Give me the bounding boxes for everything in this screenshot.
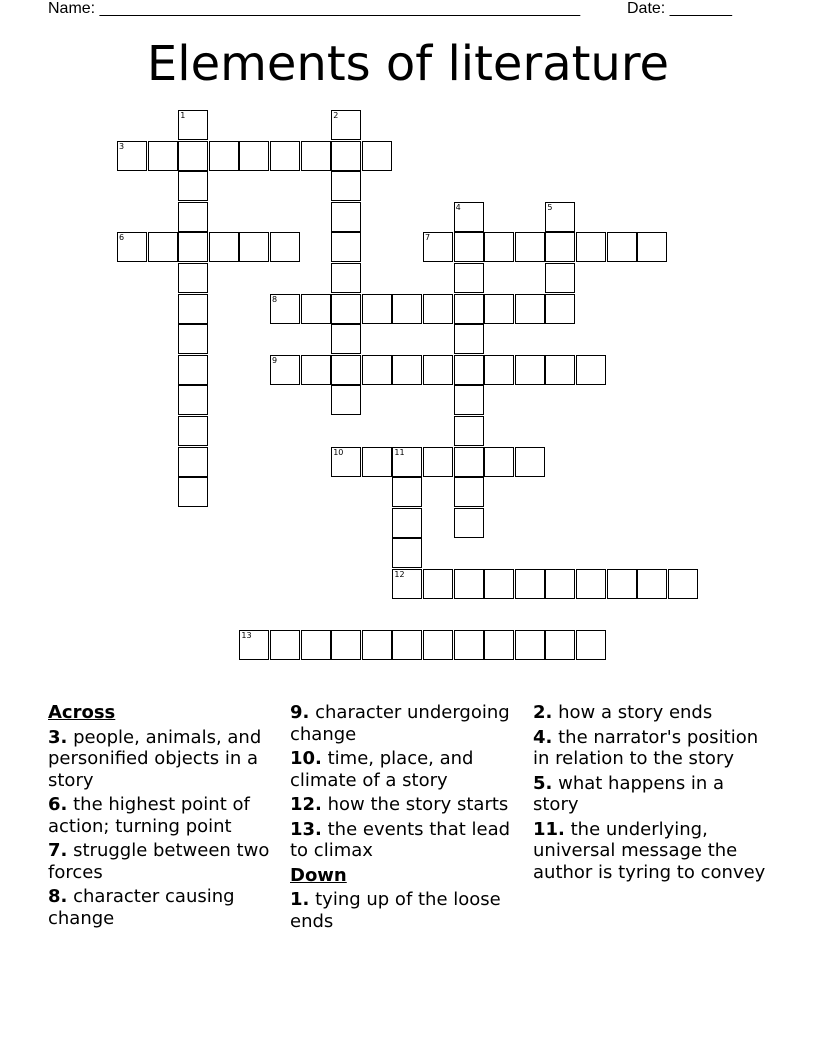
crossword-cell[interactable] <box>117 141 147 171</box>
crossword-cell[interactable] <box>392 538 422 568</box>
clue-number-label: 7. <box>48 840 68 861</box>
crossword-cell[interactable] <box>209 141 239 171</box>
clue-number: 6 <box>119 233 125 243</box>
crossword-cell[interactable] <box>392 477 422 507</box>
clue-text: people, animals, and personified objects in a story <box>48 726 262 791</box>
clue-number-label: 4. <box>533 726 553 748</box>
crossword-cell[interactable] <box>515 569 545 599</box>
crossword-cell[interactable] <box>545 202 575 232</box>
crossword-cell[interactable] <box>515 232 545 262</box>
crossword-cell[interactable] <box>607 569 637 599</box>
crossword-cell[interactable] <box>362 141 392 171</box>
clue-text: how the story starts <box>327 794 509 815</box>
clue-item <box>290 748 526 791</box>
clue-number-label: 12. <box>290 794 322 815</box>
crossword-cell[interactable] <box>178 263 208 293</box>
crossword-cell[interactable] <box>362 447 392 477</box>
crossword-cell[interactable] <box>454 477 484 507</box>
clue-number-label: 9. <box>290 702 310 723</box>
crossword-cell[interactable] <box>178 447 208 477</box>
clue-number: 1 <box>180 111 186 120</box>
crossword-cell[interactable] <box>423 630 453 660</box>
crossword-cell[interactable] <box>178 324 208 354</box>
clue-item <box>290 794 526 816</box>
crossword-cell[interactable] <box>484 569 514 599</box>
crossword-cell[interactable] <box>331 110 361 140</box>
clue-number: 10 <box>333 447 344 457</box>
clue-item <box>290 819 526 862</box>
clue-item <box>533 702 769 724</box>
crossword-cell[interactable] <box>331 232 361 262</box>
crossword-cell[interactable] <box>331 263 361 293</box>
clue-number-label: 1. <box>290 889 310 910</box>
clue-number: 12 <box>394 570 405 579</box>
name-field-label: Name: ______________________________________________________ <box>48 0 581 17</box>
crossword-cell[interactable] <box>301 141 331 171</box>
clue-text: how a story ends <box>558 702 713 723</box>
clue-item <box>533 773 769 816</box>
clue-text: tying up of the loose ends <box>290 889 501 932</box>
crossword-cell[interactable] <box>545 569 575 599</box>
crossword-cell[interactable] <box>148 141 178 171</box>
crossword-cell[interactable] <box>331 324 361 354</box>
crossword-cell[interactable] <box>576 569 606 599</box>
crossword-cell[interactable] <box>515 630 545 660</box>
crossword-cell[interactable] <box>423 447 453 477</box>
crossword-cell[interactable] <box>362 294 392 324</box>
crossword-cell[interactable] <box>423 569 453 599</box>
clue-number-label: 11. <box>533 818 565 840</box>
crossword-cell[interactable] <box>270 355 300 385</box>
clue-text: time, place, and climate of a story <box>290 748 474 791</box>
crossword-cell[interactable] <box>545 355 575 385</box>
crossword-cell[interactable] <box>331 385 361 415</box>
crossword-cell[interactable] <box>331 630 361 660</box>
section-heading: Down <box>290 864 347 886</box>
crossword-cell[interactable] <box>576 630 606 660</box>
crossword-cell[interactable] <box>545 630 575 660</box>
crossword-cell[interactable] <box>545 232 575 262</box>
crossword-cell[interactable] <box>454 385 484 415</box>
clue-number-label: 13. <box>290 818 322 840</box>
crossword-cell[interactable] <box>545 263 575 293</box>
crossword-cell[interactable] <box>270 294 300 324</box>
crossword-cell[interactable] <box>454 263 484 293</box>
page-title: Elements of literature <box>146 36 670 92</box>
crossword-cell[interactable] <box>423 294 453 324</box>
crossword-cell[interactable] <box>392 447 422 477</box>
clue-number-label: 5. <box>533 772 553 794</box>
crossword-cell[interactable] <box>484 447 514 477</box>
crossword-cell[interactable] <box>331 202 361 232</box>
crossword-cell[interactable] <box>209 232 239 262</box>
crossword-cell[interactable] <box>362 630 392 660</box>
clue-item <box>533 727 769 770</box>
clue-item <box>48 794 284 837</box>
clue-text: what happens in a story <box>533 772 725 815</box>
crossword-cell[interactable] <box>178 110 208 140</box>
date-field-label: Date: _______ <box>627 0 732 17</box>
crossword-cell[interactable] <box>178 141 208 171</box>
crossword-cell[interactable] <box>239 141 269 171</box>
clue-item <box>533 819 769 884</box>
clue-text: the underlying, universal message the author is tyring to convey <box>533 818 766 883</box>
crossword-cell[interactable] <box>270 141 300 171</box>
crossword-cell[interactable] <box>607 232 637 262</box>
clue-number: 8 <box>272 294 278 304</box>
crossword-cell[interactable] <box>484 294 514 324</box>
crossword-cell[interactable] <box>484 630 514 660</box>
crossword-cell[interactable] <box>270 630 300 660</box>
clue-number: 7 <box>425 233 431 243</box>
crossword-cell[interactable] <box>392 508 422 538</box>
crossword-cell[interactable] <box>331 447 361 477</box>
crossword-cell[interactable] <box>178 202 208 232</box>
crossword-cell[interactable] <box>331 171 361 201</box>
crossword-cell[interactable] <box>392 569 422 599</box>
crossword-cell[interactable] <box>178 416 208 446</box>
section-heading: Across <box>48 702 116 723</box>
crossword-cell[interactable] <box>454 294 484 324</box>
clue-number: 3 <box>119 141 125 151</box>
clue-number-label: 8. <box>48 886 68 907</box>
crossword-cell[interactable] <box>178 355 208 385</box>
crossword-cell[interactable] <box>484 355 514 385</box>
crossword-cell[interactable] <box>301 294 331 324</box>
clue-number-label: 10. <box>290 748 322 769</box>
crossword-cell[interactable] <box>637 569 667 599</box>
clue-column-2 <box>290 702 526 935</box>
clue-number: 2 <box>333 111 339 120</box>
crossword-cell[interactable] <box>576 355 606 385</box>
crossword-cell[interactable] <box>392 294 422 324</box>
crossword-cell[interactable] <box>454 202 484 232</box>
crossword-cell[interactable] <box>423 232 453 262</box>
crossword-cell[interactable] <box>331 294 361 324</box>
crossword-cell[interactable] <box>239 232 269 262</box>
crossword-cell[interactable] <box>515 355 545 385</box>
crossword-cell[interactable] <box>637 232 667 262</box>
crossword-cell[interactable] <box>178 385 208 415</box>
clue-column-3 <box>533 702 769 886</box>
clue-item <box>290 889 526 932</box>
clue-text: the events that lead to climax <box>290 818 511 861</box>
crossword-cell[interactable] <box>362 355 392 385</box>
clue-text: character causing change <box>48 886 235 929</box>
crossword-cell[interactable] <box>392 630 422 660</box>
crossword-cell[interactable] <box>668 569 698 599</box>
clue-number-label: 2. <box>533 702 553 723</box>
crossword-cell[interactable] <box>484 232 514 262</box>
crossword-cell[interactable] <box>178 171 208 201</box>
crossword-cell[interactable] <box>454 416 484 446</box>
crossword-cell[interactable] <box>423 355 453 385</box>
clue-number: 13 <box>241 631 252 641</box>
clue-item <box>48 886 284 929</box>
crossword-cell[interactable] <box>545 294 575 324</box>
crossword-cell[interactable] <box>454 508 484 538</box>
clue-number: 4 <box>455 202 461 212</box>
crossword-cell[interactable] <box>148 232 178 262</box>
crossword-cell[interactable] <box>454 324 484 354</box>
crossword-cell[interactable] <box>331 141 361 171</box>
crossword-cell[interactable] <box>515 447 545 477</box>
crossword-cell[interactable] <box>301 630 331 660</box>
crossword-cell[interactable] <box>270 232 300 262</box>
clue-item <box>48 727 284 792</box>
clue-text: character undergoing change <box>290 702 510 745</box>
crossword-cell[interactable] <box>515 294 545 324</box>
crossword-cell[interactable] <box>117 232 147 262</box>
clue-number-label: 6. <box>48 794 68 815</box>
clue-number: 5 <box>547 202 553 212</box>
crossword-cell[interactable] <box>178 477 208 507</box>
clue-item <box>290 702 526 745</box>
clue-text: the narrator's position in relation to the story <box>533 726 759 769</box>
clue-number: 11 <box>394 447 405 457</box>
crossword-cell[interactable] <box>454 569 484 599</box>
crossword-cell[interactable] <box>178 232 208 262</box>
crossword-cell[interactable] <box>178 294 208 324</box>
clue-text: struggle between two forces <box>48 840 270 883</box>
crossword-cell[interactable] <box>454 232 484 262</box>
crossword-cell[interactable] <box>454 355 484 385</box>
clue-number: 9 <box>272 355 278 365</box>
crossword-cell[interactable] <box>331 355 361 385</box>
crossword-cell[interactable] <box>239 630 269 660</box>
crossword-cell[interactable] <box>454 630 484 660</box>
clue-text: the highest point of action; turning point <box>48 794 250 837</box>
clue-item <box>48 840 284 883</box>
clue-column-1 <box>48 702 284 932</box>
crossword-cell[interactable] <box>454 447 484 477</box>
crossword-cell[interactable] <box>301 355 331 385</box>
crossword-cell[interactable] <box>576 232 606 262</box>
clue-number-label: 3. <box>48 726 68 748</box>
crossword-cell[interactable] <box>392 355 422 385</box>
